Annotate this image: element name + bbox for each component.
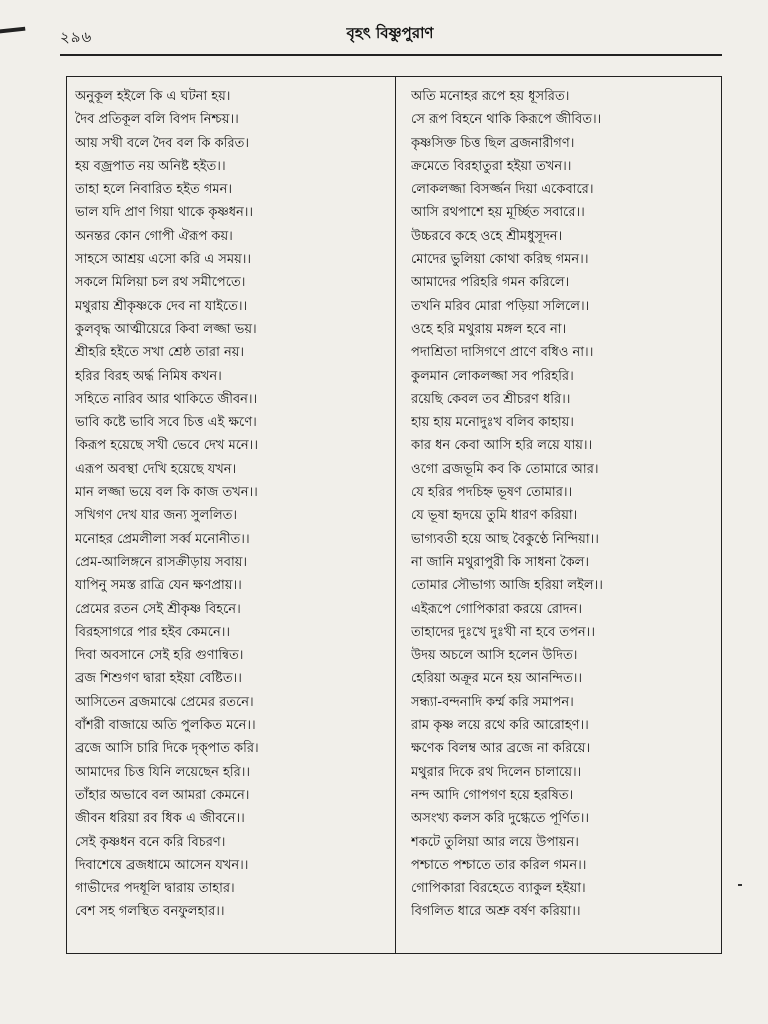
verse-line: পদাশ্রিতা দাসিগণে প্রাণে বধিও না।।: [411, 345, 594, 361]
verse-line: ব্রজে আসি চারি দিকে দৃক্‌পাত করি।: [75, 741, 259, 757]
verse-line: জীবন ধরিয়া রব ধিক এ জীবনে।।: [75, 811, 245, 827]
verse-line: লোকলজ্জা বিসর্জ্জন দিয়া একেবারে।: [411, 182, 594, 198]
verse-line: মান লজ্জা ভয়ে বল কি কাজ তখন।।: [75, 485, 258, 501]
verse-line: বেশ সহ গলস্থিত বনফুলহার।।: [75, 904, 225, 920]
verse-line: কৃষ্ণসিক্ত চিত্ত ছিল ব্রজনারীগণ।: [411, 135, 575, 151]
verse-line: তখনি মরিব মোরা পড়িয়া সলিলে।।: [411, 298, 590, 314]
verse-line: তাহা হলে নিবারিত হইত গমন।: [75, 182, 232, 198]
verse-line: সখিগণ দেখ যার জন্য সুললিত।: [75, 508, 238, 524]
verse-line: কিরূপ হয়েছে সখী ভেবে দেখ মনে।।: [75, 438, 258, 454]
verse-line: তাহাদের দুঃখে দুঃখী না হবে তপন।।: [411, 624, 595, 640]
scan-corner-mark: [0, 27, 27, 48]
verse-line: মনোহর প্রেমলীলা সর্ব্ব মনোনীত।।: [75, 531, 250, 547]
header-rule: [60, 54, 722, 56]
verse-line: নন্দ আদি গোপগণ হয়ে হরষিত।: [411, 787, 574, 803]
verse-line: ভাবি কষ্টে ভাবি সবে চিত্ত এই ক্ষণে।: [75, 415, 257, 431]
verse-line: কুলমান লোকলজ্জা সব পরিহরি।: [411, 368, 574, 384]
verse-line: শ্রীহরি হইতে সখা শ্রেষ্ঠ তারা নয়।: [75, 345, 245, 361]
verse-line: সে রূপ বিহনে থাকি কিরূপে জীবিত।।: [411, 112, 602, 128]
verse-line: আসি রথপাশে হয় মূর্চ্ছিত সবারে।।: [411, 205, 585, 221]
verse-line: আমাদের চিত্ত যিনি লয়েছেন হরি।।: [75, 764, 251, 780]
page-number: ২৯৬: [60, 28, 93, 46]
verse-line: মথুরার দিকে রথ দিলেন চালায়ে।।: [411, 764, 582, 780]
verse-line: গোপিকারা বিরহেতে ব্যাকুল হইয়া।: [411, 881, 586, 897]
verse-line: শকটে তুলিয়া আর লয়ে উপায়ন।: [411, 834, 579, 850]
verse-line: দিবাশেষে ব্রজধামে আসেন যখন।।: [75, 857, 249, 873]
verse-line: ভাগ্যবতী হয়ে আছ বৈকুণ্ঠে নিন্দিয়া।।: [411, 531, 599, 547]
verse-line: ওগো ব্রজভূমি কব কি তোমারে আর।: [411, 461, 599, 477]
stray-ink-mark: [738, 884, 742, 886]
verse-line: যে হরির পদচিহ্ন ভূষণ তোমার।।: [411, 485, 573, 501]
verse-line: ক্ষণেক বিলম্ব আর ব্রজে না করিয়ে।: [411, 741, 591, 757]
verse-line: বাঁশরী বাজায়ে অতি পুলকিত মনে।।: [75, 718, 256, 734]
verse-line: অতি মনোহর রূপে হয় ধূসরিত।: [411, 89, 570, 104]
verse-line: সকলে মিলিয়া চল রথ সমীপেতে।: [75, 275, 246, 291]
verse-line: সাহসে আশ্রয় এসো করি এ সময়।।: [75, 252, 252, 268]
verse-line: দৈব প্রতিকূল বলি বিপদ নিশ্চয়।।: [75, 112, 239, 128]
verse-line: তাঁহার অভাবে বল আমরা কেমনে।: [75, 787, 250, 803]
verse-line: সন্ধ্যা-বন্দনাদি কর্ম্ম করি সমাপন।: [411, 694, 574, 710]
verse-line: এরূপ অবস্থা দেখি হয়েছে যখন।: [75, 461, 237, 477]
verse-line: বিগলিত ধারে অশ্রু বর্ষণ করিয়া।।: [411, 904, 581, 920]
verse-line: প্রেমের রতন সেই শ্রীকৃষ্ণ বিহনে।: [75, 601, 241, 617]
verse-line: মোদের ভুলিয়া কোথা করিছ গমন।।: [411, 252, 589, 268]
verse-line: পশ্চাতে পশ্চাতে তার করিল গমন।।: [411, 857, 587, 873]
verse-line: যে ভূষা হৃদয়ে তুমি ধারণ করিয়া।: [411, 508, 578, 524]
verse-line: দিবা অবসানে সেই হরি গুণান্বিত।: [75, 648, 244, 664]
verse-line: অনুকূল হইলে কি এ ঘটনা হয়।: [75, 89, 231, 104]
verse-line: হেরিয়া অক্রূর মনে হয় আনন্দিত।।: [411, 671, 583, 687]
right-verse-column: [411, 85, 715, 924]
verse-line: উদয় অচলে আসি হলেন উদিত।: [411, 648, 578, 664]
verse-line: রাম কৃষ্ণ লয়ে রথে করি আরোহণ।।: [411, 718, 589, 734]
verse-line: গাভীদের পদধূলি দ্বারায় তাহার।: [75, 881, 235, 897]
verse-line: কুলবৃদ্ধ আত্মীয়েরে কিবা লজ্জা ভয়।: [75, 321, 257, 337]
verse-line: তোমার সৌভাগ্য আজি হরিয়া লইল।।: [411, 578, 603, 594]
verse-line: প্রেম-আলিঙ্গনে রাসক্রীড়ায় সবায়।: [75, 554, 248, 570]
verse-line: সেই কৃষ্ণধন বনে করি বিচরণ।: [75, 834, 226, 850]
verse-line: কার ধন কেবা আসি হরি লয়ে যায়।।: [411, 438, 593, 454]
verse-line: রয়েছি কেবল তব শ্রীচরণ ধরি।।: [411, 391, 571, 407]
column-divider: [395, 77, 396, 953]
page-header: [60, 18, 720, 52]
verse-line: আসিতেন ব্রজমাঝে প্রেমের রতনে।: [75, 694, 254, 710]
verse-line: হরির বিরহ অর্দ্ধ নিমিষ কখন।: [75, 368, 222, 384]
verse-line: অসংখ্য কলস করি দুগ্ধেতে পূর্ণিত।।: [411, 811, 589, 827]
verse-line: ওহে হরি মথুরায় মঙ্গল হবে না।: [411, 321, 567, 337]
verse-box: [66, 76, 722, 954]
running-title: বৃহৎ বিষ্ণুপুরাণ: [346, 24, 434, 42]
verse-line: ভাল যদি প্রাণ গিয়া থাকে কৃষ্ণধন।।: [75, 205, 254, 221]
verse-line: হয় বজ্রপাত নয় অনিষ্ট হইত।।: [75, 158, 226, 174]
verse-line: আমাদের পরিহরি গমন করিলে।: [411, 275, 570, 291]
verse-line: আয় সখী বলে দৈব বল কি করিত।: [75, 135, 250, 151]
verse-line: বিরহসাগরে পার হইব কেমনে।।: [75, 624, 231, 640]
verse-line: মথুরায় শ্রীকৃষ্ণকে দেব না যাইতে।।: [75, 298, 248, 314]
verse-line: উচ্চরবে কহে ওহে শ্রীমধুসূদন।: [411, 228, 563, 244]
verse-line: হায় হায় মনোদুঃখ বলিব কাহায়।: [411, 415, 574, 431]
verse-line: না জানি মথুরাপুরী কি সাধনা কৈল।: [411, 554, 589, 570]
verse-line: ক্রমেতে বিরহাতুরা হইয়া তখন।।: [411, 158, 572, 174]
verse-line: যাপিনু সমস্ত রাত্রি যেন ক্ষণপ্রায়।।: [75, 578, 242, 594]
verse-line: এইরূপে গোপিকারা করয়ে রোদন।: [411, 601, 583, 617]
verse-line: সহিতে নারিব আর থাকিতে জীবন।।: [75, 391, 258, 407]
verse-line: ব্রজ শিশুগণ দ্বারা হইয়া বেষ্টিত।।: [75, 671, 242, 687]
verse-line: অনন্তর কোন গোপী ঐরূপ কয়।: [75, 228, 233, 244]
left-verse-column: [75, 85, 387, 924]
